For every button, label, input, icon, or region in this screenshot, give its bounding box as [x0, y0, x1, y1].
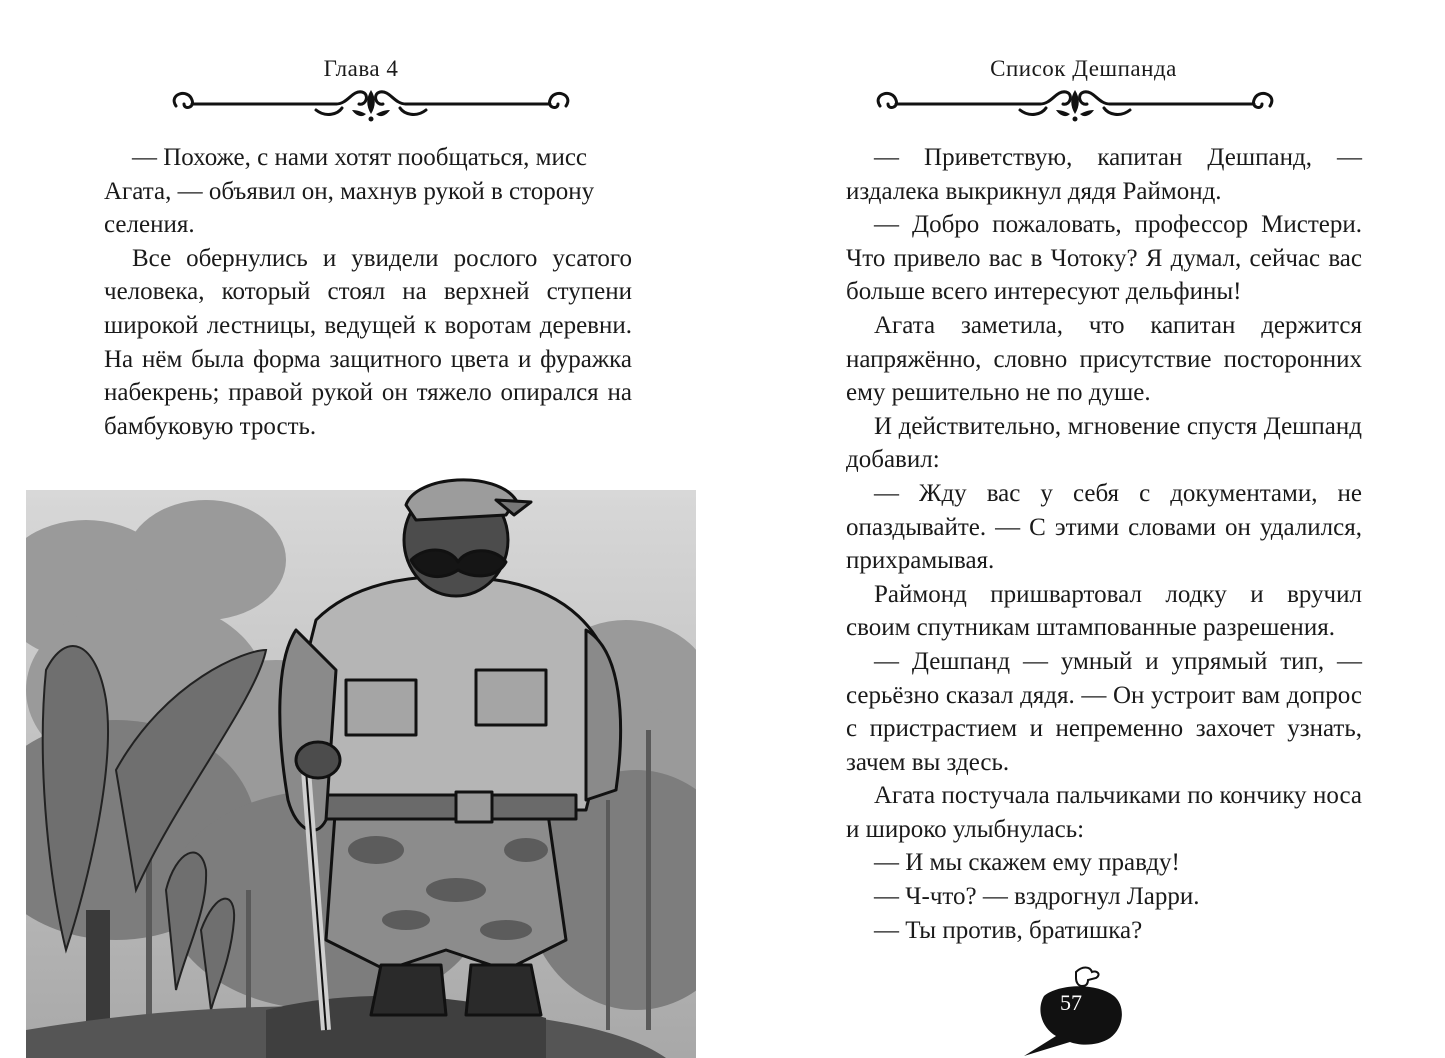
paragraph: Агата постучала пальчиками по кончику носа и широко улыбнулась: — [846, 782, 1362, 843]
scroll-ornament-icon — [166, 84, 576, 124]
paragraph: И действительно, мгновение спустя Дешпанд добавил: — [846, 412, 1362, 474]
paragraph: — Добро пожаловать, профессор Мистери. Что привело вас в Чотоку? Я думал, сейчас вас больше всего интересуют дельфины! — [846, 211, 1362, 306]
paragraph: Агата заметила, что капитан держится напряжённо, словно присутствие посторонних ему решительно не по душе. — [846, 311, 1362, 407]
paragraph: — Жду вас у себя с документами, не опаздывайте. — С этими словами он удалился, прихрамывая. — [846, 479, 1362, 575]
paragraph: — И мы скажем ему правду! — [874, 849, 1180, 877]
paragraph: — Дешпанд — умный и упрямый тип, — серьёзно сказал дядя. — Он устроит вам допрос с пристрастием и непременно захочет узнать, зачем вы здесь. — [846, 647, 1362, 776]
paragraph: — Ч-что? — вздрогнул Ларри. — [874, 883, 1200, 911]
right-body-text — [846, 141, 1362, 947]
paragraph: Все обернулись и увидели рослого усатого человека, который стоял на верхней ступени широкой лестницы, ведущей к воротам деревни. На нём была форма защитного цвета и фуражка набекрень; правой рукой он тяжело опирался на бамбуковую трость. — [104, 244, 632, 440]
paragraph: Раймонд пришвартовал лодку и вручил своим спутникам штампованные разрешения. — [846, 580, 1362, 642]
paragraph: — Приветствую, капитан Дешпанд, — издалека выкрикнул дядя Раймонд. — [846, 144, 1362, 205]
scroll-ornament-icon — [870, 84, 1280, 124]
captain-illustration — [26, 470, 696, 1058]
paragraph: — Похоже, с нами хотят пообщаться, мисс Агата, — объявил он, махнув рукой в сторону селения. — [104, 144, 595, 239]
right-page — [722, 0, 1445, 1058]
page-number: 57 — [1060, 990, 1082, 1015]
left-page — [0, 0, 722, 1058]
paragraph: — Ты против, братишка? — [874, 916, 1143, 944]
chapter-title-running-head: Список Дешпанда — [990, 56, 1177, 81]
chapter-running-head: Глава 4 — [323, 56, 399, 81]
left-body-text — [104, 141, 632, 443]
